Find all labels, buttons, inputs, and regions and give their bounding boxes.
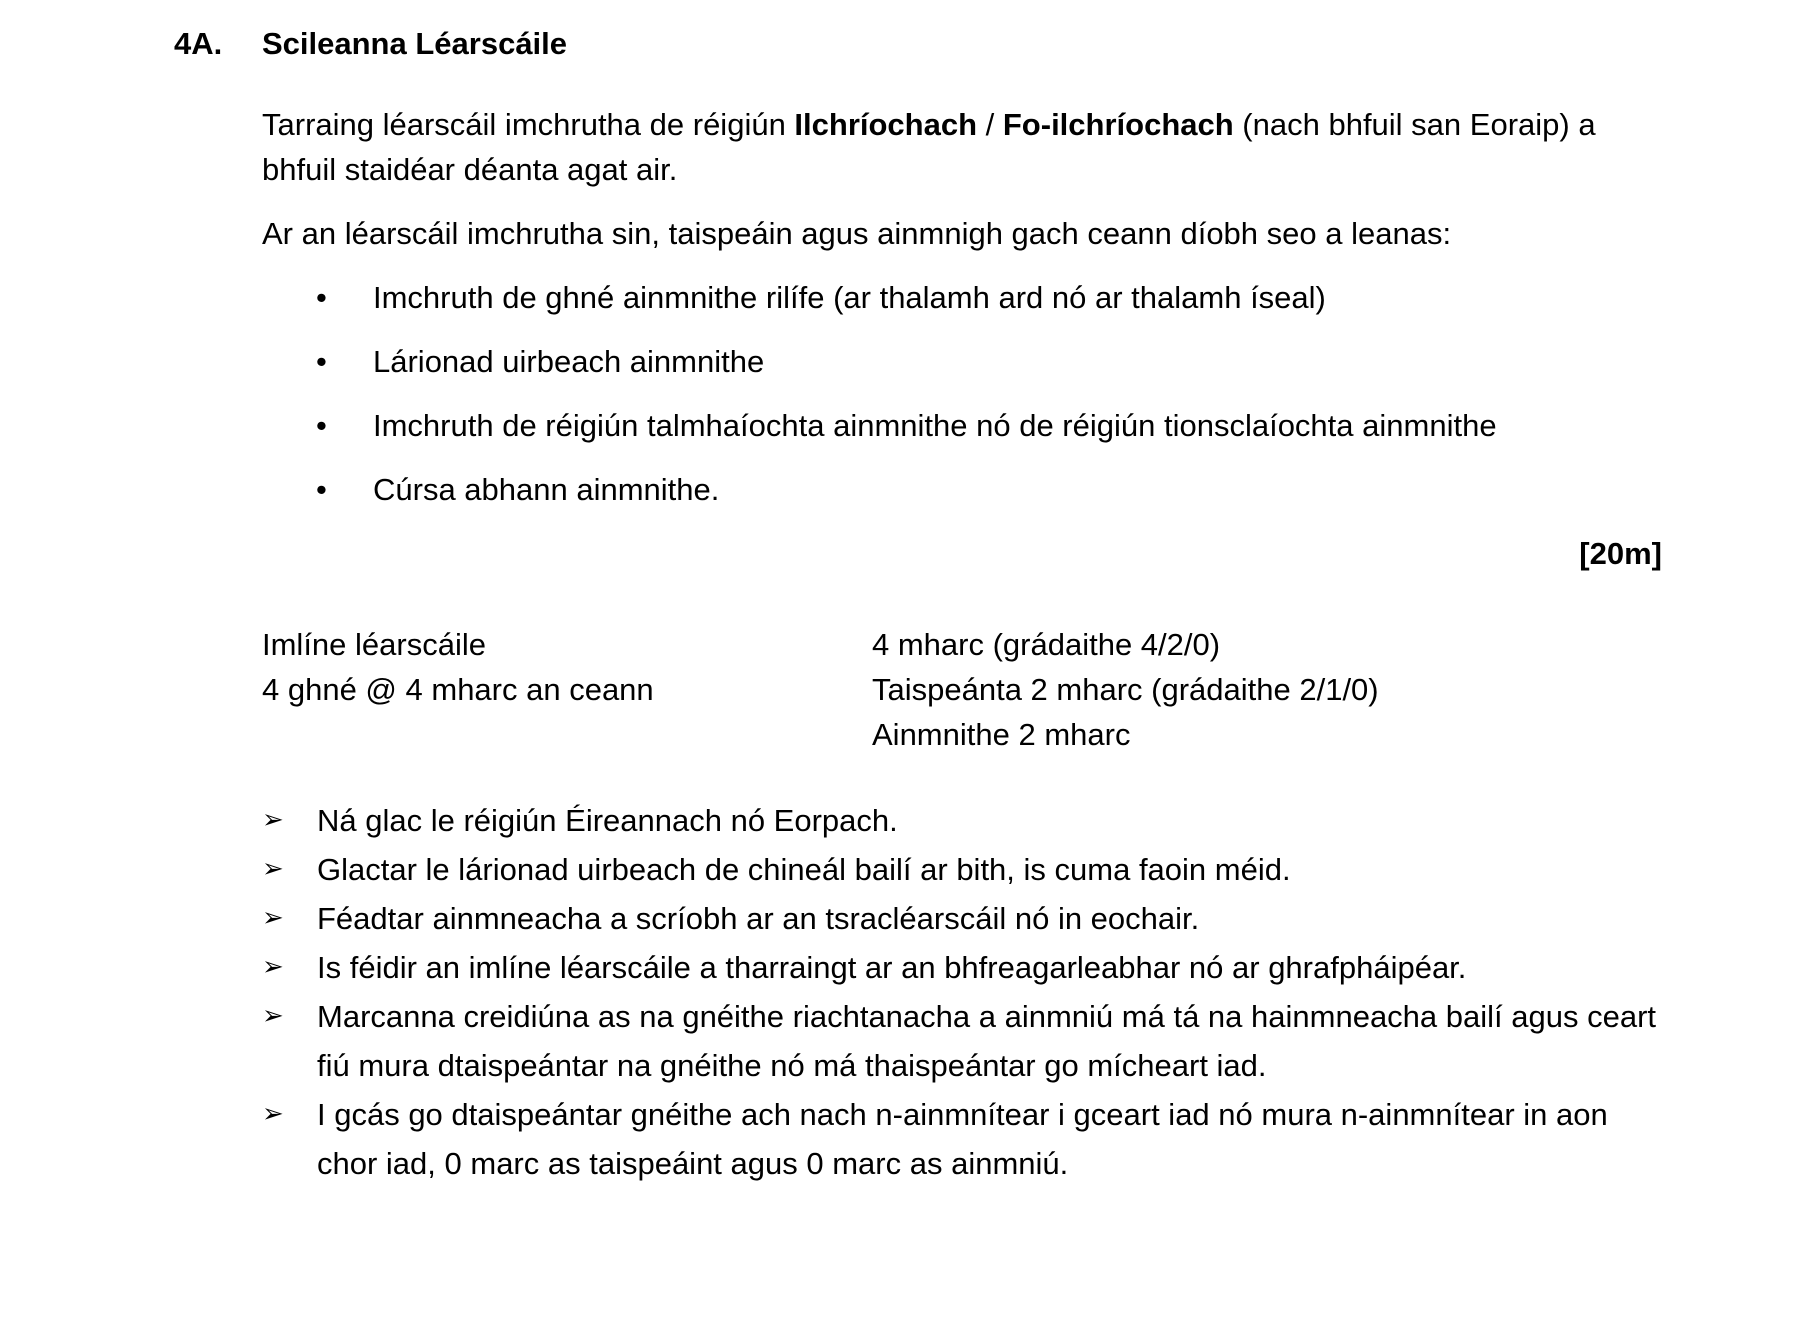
list-item <box>262 845 1662 894</box>
list-item <box>262 894 1662 943</box>
bullet-icon: • <box>316 408 327 443</box>
scheme-right-line: 4 mharc (grádaithe 4/2/0) <box>872 627 1221 662</box>
arrow-bullet-icon: ➢ <box>262 854 284 884</box>
marking-scheme-right-column <box>872 622 1379 757</box>
list-item-text: Lárionad uirbeach ainmnithe <box>373 344 765 379</box>
intro-text-start: Tarraing léarscáil imchrutha de réigiún <box>262 107 795 142</box>
note-text: Glactar le lárionad uirbeach de chineál bailí ar bith, is cuma faoin méid. <box>317 852 1291 887</box>
intro-bold-continental: Ilchríochach <box>794 107 978 142</box>
intro-bold-subcontinental: Fo-ilchríochach <box>1002 107 1234 142</box>
marking-scheme-left-column <box>262 622 654 712</box>
question-body <box>262 102 1662 1188</box>
note-text: Ná glac le réigiún Éireannach nó Eorpach. <box>317 803 898 838</box>
question-title: Scileanna Léarscáile <box>262 26 568 61</box>
arrow-bullet-icon: ➢ <box>262 1099 284 1129</box>
note-text: Féadtar ainmneacha a scríobh ar an tsracléarscáil nó in eochair. <box>317 901 1200 936</box>
list-item <box>262 1090 1662 1188</box>
scheme-left-line: 4 ghné @ 4 mharc an ceann <box>262 672 654 707</box>
arrow-bullet-icon: ➢ <box>262 952 284 982</box>
instruction-paragraph: Ar an léarscáil imchrutha sin, taispeáin agus ainmnigh gach ceann díobh seo a leanas: <box>262 216 1452 251</box>
list-item-text: Imchruth de ghné ainmnithe rilífe (ar thalamh ard nó ar thalamh íseal) <box>373 280 1326 315</box>
list-item <box>262 403 1662 448</box>
list-item <box>262 943 1662 992</box>
arrow-bullet-icon: ➢ <box>262 1001 284 1031</box>
list-item-text: Imchruth de réigiún talmhaíochta ainmnithe nó de réigiún tionsclaíochta ainmnithe <box>373 408 1497 443</box>
note-text: I gcás go dtaispeántar gnéithe ach nach n-ainmnítear i gceart iad nó mura n-ainmnítear in aon chor iad, 0 marc as taispeáint agus 0 marc as ainmniú. <box>317 1097 1608 1181</box>
list-item <box>262 796 1662 845</box>
note-text: Is féidir an imlíne léarscáile a tharraingt ar an bhfreagarleabhar nó ar ghrafpháipéar. <box>317 950 1467 985</box>
required-features-list <box>262 275 1662 512</box>
intro-paragraph <box>262 102 1662 192</box>
list-item <box>262 339 1662 384</box>
scheme-left-line: Imlíne léarscáile <box>262 627 486 662</box>
bullet-icon: • <box>316 344 327 379</box>
list-item <box>262 275 1662 320</box>
list-item <box>262 467 1662 512</box>
note-text: Marcanna creidiúna as na gnéithe riachtanacha a ainmniú má tá na hainmneacha bailí agus ceart fiú mura dtaispeántar na gnéithe nó má thaispeántar go mícheart iad. <box>317 999 1657 1083</box>
intro-text-end: (nach bhfuil san Eoraip) a bhfuil staidéar déanta agat air. <box>262 107 1596 187</box>
total-marks: [20m] <box>1579 536 1662 571</box>
question-number: 4A. <box>174 26 223 61</box>
list-item <box>262 992 1662 1090</box>
marking-scheme <box>262 622 1662 757</box>
scheme-right-line: Ainmnithe 2 mharc <box>872 717 1131 752</box>
arrow-bullet-icon: ➢ <box>262 903 284 933</box>
arrow-bullet-icon: ➢ <box>262 805 284 835</box>
marking-notes-list <box>262 796 1662 1188</box>
bullet-icon: • <box>316 280 327 315</box>
list-item-text: Cúrsa abhann ainmnithe. <box>373 472 720 507</box>
bullet-icon: • <box>316 472 327 507</box>
intro-separator: / <box>977 107 1003 142</box>
scheme-right-line: Taispeánta 2 mharc (grádaithe 2/1/0) <box>872 672 1379 707</box>
